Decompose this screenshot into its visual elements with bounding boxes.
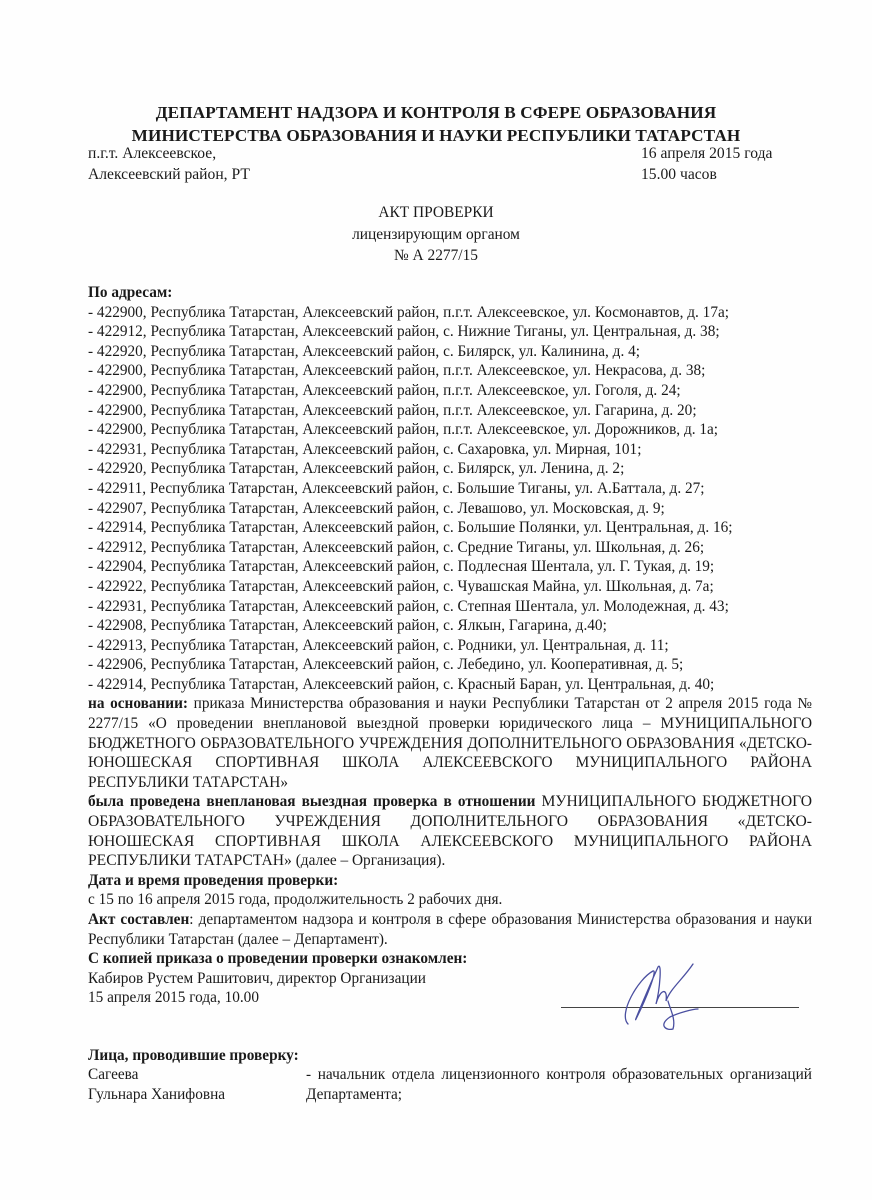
dates-label: Дата и время проведения проверки: xyxy=(88,871,339,889)
address-item: - 422912, Республика Татарстан, Алексеевский район, с. Средние Тиганы, ул. Школьная, д. 26; xyxy=(88,538,705,556)
basis-paragraph xyxy=(88,694,812,792)
title-line-1: АКТ ПРОВЕРКИ xyxy=(378,204,494,221)
inspection-paragraph xyxy=(88,792,812,870)
header-line-1: ДЕПАРТАМЕНТ НАДЗОРА И КОНТРОЛЯ В СФЕРЕ ОБРАЗОВАНИЯ xyxy=(155,103,717,122)
header-line-2: МИНИСТЕРСТВА ОБРАЗОВАНИЯ И НАУКИ РЕСПУБЛИКИ ТАТАРСТАН xyxy=(131,126,741,145)
inspector-name xyxy=(88,1065,306,1104)
inspector-item xyxy=(88,1065,812,1104)
document-title xyxy=(0,202,872,267)
compiled-text: : департаментом надзора и контроля в сфере образования Министерства образования и науки Республики Татарстан (далее – Департамент). xyxy=(88,911,813,948)
address-item: - 422904, Республика Татарстан, Алексеевский район, с. Подлесная Шентала, ул. Г. Тукая, д. 19; xyxy=(88,558,715,576)
document-header xyxy=(0,101,872,147)
acquainted-block xyxy=(88,969,812,1027)
datetime-block xyxy=(641,143,772,185)
address-item: - 422914, Республика Татарстан, Алексеевский район, с. Большие Полянки, ул. Центральная, д. 16; xyxy=(88,519,733,537)
dates-text: с 15 по 16 апреля 2015 года, продолжительность 2 рабочих дня. xyxy=(88,891,503,909)
basis-label: на основании: xyxy=(88,695,189,713)
place-line-2: Алексеевский район, РТ xyxy=(88,166,250,183)
inspector-given-names: Гульнара Ханифовна xyxy=(88,1085,226,1103)
addresses-label: По адресам: xyxy=(88,284,173,301)
document-body xyxy=(88,283,812,1105)
inspection-suffix: (далее – Организация). xyxy=(295,852,446,870)
acquainted-datetime: 15 апреля 2015 года, 10.00 xyxy=(88,989,259,1007)
address-item: - 422931, Республика Татарстан, Алексеевский район, с. Степная Шентала, ул. Молодежная, д. 43; xyxy=(88,597,729,615)
inspection-label: была проведена внеплановая выездная проверка в отношении xyxy=(88,793,536,811)
act-number: № А 2277/15 xyxy=(394,247,478,264)
act-time: 15.00 часов xyxy=(641,166,717,183)
address-item: - 422907, Республика Татарстан, Алексеевский район, с. Левашово, ул. Московская, д. 9; xyxy=(88,499,665,517)
inspector-role: - начальник отдела лицензионного контроля образовательных организаций Департамента; xyxy=(306,1066,812,1103)
inspector-surname: Сагеева xyxy=(88,1066,139,1084)
address-list xyxy=(88,303,812,695)
place-line-1: п.г.т. Алексеевское, xyxy=(88,145,217,162)
address-item: - 422920, Республика Татарстан, Алексеевский район, с. Билярск, ул. Калинина, д. 4; xyxy=(88,342,641,360)
address-item: - 422906, Республика Татарстан, Алексеевский район, с. Лебедино, ул. Кооперативная, д. 5; xyxy=(88,656,684,674)
address-item: - 422900, Республика Татарстан, Алексеевский район, п.г.т. Алексеевское, ул. Гоголя, д. 24; xyxy=(88,381,681,399)
place-block xyxy=(88,143,250,185)
address-item: - 422908, Республика Татарстан, Алексеевский район, с. Ялкын, Гагарина, д.40; xyxy=(88,617,607,635)
inspection-organization: МУНИЦИПАЛЬНОГО БЮДЖЕТНОГО ОБРАЗОВАТЕЛЬНОГО УЧРЕЖДЕНИЯ ДОПОЛНИТЕЛЬНОГО ОБРАЗОВАНИЯ «ДЕТСКО-ЮНОШЕСКАЯ СПОРТИВНАЯ ШКОЛА АЛЕКСЕЕВСКОГО МУНИЦИПАЛЬНОГО РАЙОНА РЕСПУБЛИКИ ТАТАРСТАН» xyxy=(88,793,812,870)
inspectors-label: Лица, проводившие проверку: xyxy=(88,1046,299,1064)
acquainted-person: Кабиров Рустем Рашитович, директор Организации xyxy=(88,969,426,987)
address-item: - 422913, Республика Татарстан, Алексеевский район, с. Родники, ул. Центральная, д. 11; xyxy=(88,636,669,654)
act-date: 16 апреля 2015 года xyxy=(641,145,773,162)
address-item: - 422912, Республика Татарстан, Алексеевский район, с. Нижние Тиганы, ул. Центральная, д. 38; xyxy=(88,323,720,341)
signature-icon xyxy=(598,959,708,1039)
basis-text: приказа Министерства образования и науки Республики Татарстан от 2 апреля 2015 года № 2277/15 «О проведении внеплановой выездной проверки юридического лица – МУНИЦИПАЛЬНОГО БЮДЖЕТНОГО ОБРАЗОВАТЕЛЬНОГО УЧРЕЖДЕНИЯ ДОПОЛНИТЕЛЬНОГО ОБРАЗОВАНИЯ «ДЕТСКО-ЮНОШЕСКАЯ СПОРТИВНАЯ ШКОЛА АЛЕКСЕЕВСКОГО МУНИЦИПАЛЬНОГО РАЙОНА РЕСПУБЛИКИ ТАТАРСТАН» xyxy=(88,695,812,791)
address-item: - 422922, Республика Татарстан, Алексеевский район, с. Чувашская Майна, ул. Школьная, д. 7а; xyxy=(88,577,714,595)
compiled-label: Акт составлен xyxy=(88,911,190,928)
address-item: - 422900, Республика Татарстан, Алексеевский район, п.г.т. Алексеевское, ул. Космонавтов, д. 17а; xyxy=(88,303,730,321)
address-item: - 422911, Республика Татарстан, Алексеевский район, с. Большие Тиганы, ул. А.Баттала, д. 27; xyxy=(88,479,705,497)
address-item: - 422920, Республика Татарстан, Алексеевский район, с. Билярск, ул. Ленина, д. 2; xyxy=(88,460,625,478)
address-item: - 422931, Республика Татарстан, Алексеевский район, с. Сахаровка, ул. Мирная, 101; xyxy=(88,440,642,458)
address-item: - 422914, Республика Татарстан, Алексеевский район, с. Красный Баран, ул. Центральная, д. 40; xyxy=(88,675,715,693)
title-line-2: лицензирующим органом xyxy=(352,225,520,243)
address-item: - 422900, Республика Татарстан, Алексеевский район, п.г.т. Алексеевское, ул. Гагарина, д. 20; xyxy=(88,401,697,419)
address-item: - 422900, Республика Татарстан, Алексеевский район, п.г.т. Алексеевское, ул. Дорожников, д. 1а; xyxy=(88,421,719,439)
acquainted-label: С копией приказа о проведении проверки ознакомлен: xyxy=(88,950,468,968)
compiled-paragraph xyxy=(88,910,812,949)
address-item: - 422900, Республика Татарстан, Алексеевский район, п.г.т. Алексеевское, ул. Некрасова, д. 38; xyxy=(88,362,706,380)
